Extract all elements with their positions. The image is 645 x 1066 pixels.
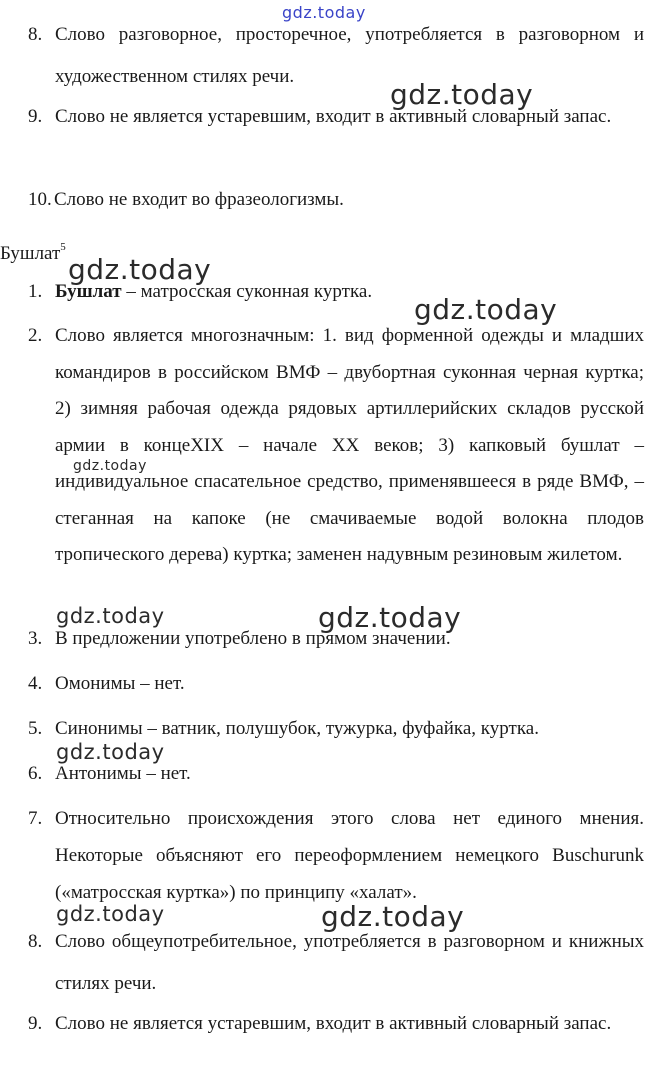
item-text: Антонимы – нет.: [55, 763, 191, 784]
item-text: Слово не является устаревшим, входит в активный словарный запас.: [55, 106, 612, 127]
item-number: 4.: [28, 673, 43, 694]
item-text: Слово не является устаревшим, входит в активный словарный запас.: [55, 1013, 612, 1034]
item-number: 1.: [28, 281, 43, 302]
list-item: [28, 1003, 644, 1045]
item-number: 7.: [28, 808, 43, 829]
item-number: 5.: [28, 718, 43, 739]
list-item: [28, 318, 644, 574]
item-number: 10.: [28, 189, 52, 210]
list-item: [28, 921, 644, 1005]
item-text: Слово является многозначным: 1. вид форменной одежды и младших командиров в российском ВМФ – двубортная суконная черная куртка; 2) зимняя рабочая одежда рядовых артиллерийских складов русской армии в концеXIX – начале XX веков; 3) капковый бушлат – индивидуальное спасательное средство, применявшееся в ряде ВМФ, – стеганная на капоке (не смачиваемые водой волокна плодов тропического дерева) куртка; заменен надувным резиновым жилетом.: [55, 325, 644, 565]
list-item: [28, 96, 644, 138]
top-watermark: gdz.today: [282, 3, 366, 22]
item-text: В предложении употреблено в прямом значении.: [55, 628, 451, 649]
watermark: gdz.today: [321, 900, 465, 933]
watermark: gdz.today: [414, 293, 558, 326]
item-text: Омонимы – нет.: [55, 673, 185, 694]
word-heading: [0, 226, 66, 275]
item-number: 6.: [28, 763, 43, 784]
footnote-marker: 5: [60, 241, 66, 253]
watermark: gdz.today: [68, 253, 212, 286]
heading-word: Бушлат: [0, 243, 61, 264]
item-number: 9.: [28, 1013, 43, 1034]
watermark: gdz.today: [390, 78, 534, 111]
watermark: gdz.today: [318, 601, 462, 634]
definition-term: Бушлат: [55, 281, 122, 302]
item-text: Слово разговорное, просторечное, употребляется в разговорном и художественном стилях речи.: [55, 24, 644, 87]
watermark: gdz.today: [56, 902, 165, 926]
list-item: [28, 800, 644, 911]
item-number: 2.: [28, 325, 43, 346]
item-text: Относительно происхождения этого слова нет единого мнения. Некоторые объясняют его переоформлением немецкого Buschurunk («матросская куртка») по принципу «халат».: [55, 808, 644, 903]
list-item: [28, 663, 644, 705]
item-text: Слово общеупотребительное, употребляется в разговорном и книжных стилях речи.: [55, 931, 644, 994]
item-number: 8.: [28, 931, 43, 952]
watermark: gdz.today: [73, 458, 147, 474]
watermark: gdz.today: [56, 604, 165, 628]
item-text: Синонимы – ватник, полушубок, тужурка, фуфайка, куртка.: [55, 718, 539, 739]
item-text: Слово не входит во фразеологизмы.: [54, 189, 344, 210]
list-item: [28, 179, 644, 221]
item-number: 8.: [28, 24, 43, 45]
watermark: gdz.today: [56, 740, 165, 764]
item-number: 3.: [28, 628, 43, 649]
list-item: [28, 14, 644, 98]
definition-text: – матросская суконная куртка.: [121, 281, 373, 302]
item-number: 9.: [28, 106, 43, 127]
